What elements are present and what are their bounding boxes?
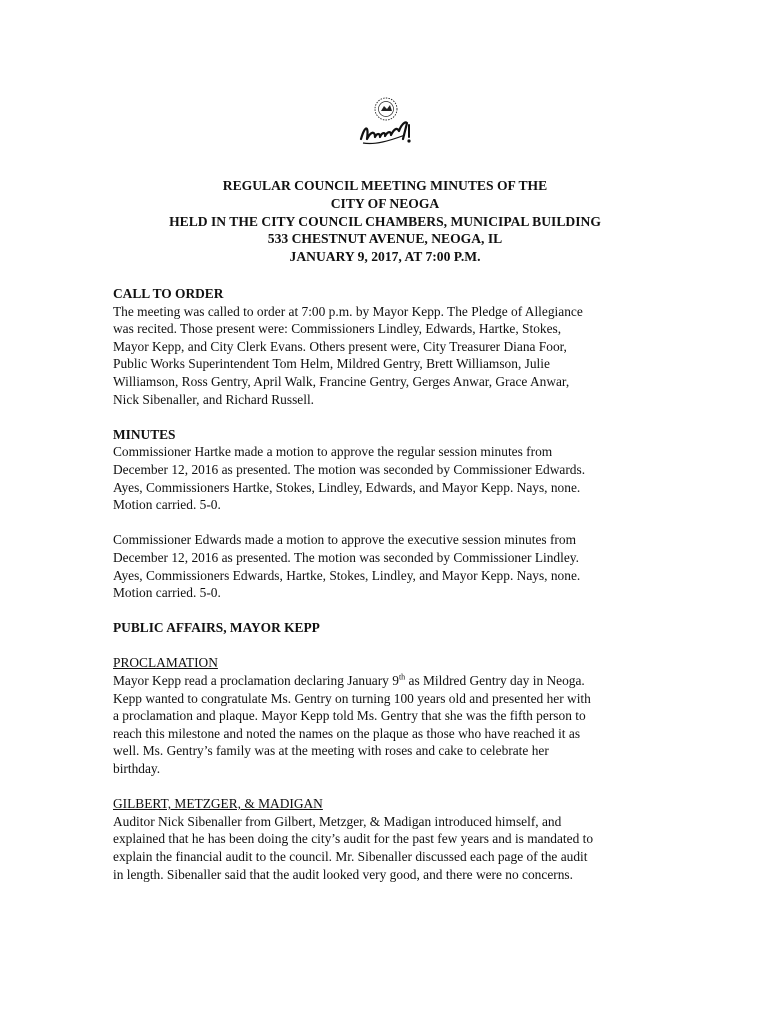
text-line: explained that he has been doing the city’s audit for the past few years and is mandated to: [113, 831, 594, 847]
text-line: Ayes, Commissioners Hartke, Stokes, Lindley, Edwards, and Mayor Kepp. Nays, none.: [113, 479, 581, 495]
text-line: Mayor Kepp, and City Clerk Evans. Others present were, City Treasurer Diana Foor,: [113, 338, 567, 354]
proclamation-paragraph: [113, 672, 673, 778]
city-seal-naturally-icon: [355, 95, 415, 155]
text-line: December 12, 2016 as presented. The motion was seconded by Commissioner Edwards.: [113, 461, 586, 477]
ordinal-superscript: th: [398, 672, 406, 682]
document-body: [113, 285, 673, 883]
text-fragment: Mayor Kepp read a proclamation declaring January 9: [113, 673, 399, 689]
proclamation-subheading: PROCLAMATION: [113, 655, 218, 671]
public-affairs-heading: PUBLIC AFFAIRS, MAYOR KEPP: [113, 620, 320, 636]
document-title: [80, 177, 690, 266]
text-line: Motion carried. 5-0.: [113, 585, 221, 601]
text-line: Ayes, Commissioners Edwards, Hartke, Stokes, Lindley, and Mayor Kepp. Nays, none.: [113, 567, 581, 583]
text-line: Commissioner Edwards made a motion to approve the executive session minutes from: [113, 532, 576, 548]
gilbert-subheading: GILBERT, METZGER, & MADIGAN: [113, 796, 323, 812]
text-fragment: as Mildred Gentry day in Neoga.: [405, 673, 585, 689]
text-line: in length. Sibenaller said that the audit looked very good, and there were no concerns.: [113, 866, 573, 882]
title-line: REGULAR COUNCIL MEETING MINUTES OF THE: [222, 178, 548, 193]
minutes-paragraph-regular: [113, 443, 673, 513]
title-line: 533 CHESTNUT AVENUE, NEOGA, IL: [267, 231, 503, 247]
city-seal-graphic: [355, 95, 415, 155]
text-line: Motion carried. 5-0.: [113, 497, 221, 513]
text-line: well. Ms. Gentry’s family was at the meeting with roses and cake to celebrate her: [113, 743, 549, 759]
text-line: reach this milestone and noted the names on the plaque as those who have reached it as: [113, 725, 581, 741]
text-line: Public Works Superintendent Tom Helm, Mildred Gentry, Brett Williamson, Julie: [113, 356, 550, 372]
text-line: Kepp wanted to congratulate Ms. Gentry on turning 100 years old and presented her with: [113, 690, 591, 706]
text-line: Williamson, Ross Gentry, April Walk, Francine Gentry, Gerges Anwar, Grace Anwar,: [113, 373, 570, 389]
call-to-order-paragraph: [113, 303, 673, 409]
text-line: was recited. Those present were: Commissioners Lindley, Edwards, Hartke, Stokes,: [113, 321, 562, 337]
call-to-order-heading: CALL TO ORDER: [113, 286, 224, 301]
text-line: [113, 672, 673, 690]
text-line: explain the financial audit to the council. Mr. Sibenaller discussed each page of the audit: [113, 849, 588, 864]
text-line: Nick Sibenaller, and Richard Russell.: [113, 391, 315, 407]
title-line: HELD IN THE CITY COUNCIL CHAMBERS, MUNICIPAL BUILDING: [169, 213, 601, 229]
text-line: The meeting was called to order at 7:00 p.m. by Mayor Kepp. The Pledge of Allegiance: [113, 303, 583, 319]
title-line: JANUARY 9, 2017, AT 7:00 P.M.: [289, 249, 481, 265]
minutes-paragraph-executive: [113, 531, 673, 601]
title-line: CITY OF NEOGA: [330, 195, 440, 211]
text-line: December 12, 2016 as presented. The motion was seconded by Commissioner Lindley.: [113, 549, 579, 565]
text-line: birthday.: [113, 761, 161, 777]
minutes-heading: MINUTES: [113, 426, 176, 442]
gilbert-paragraph: [113, 813, 673, 883]
text-line: Commissioner Hartke made a motion to approve the regular session minutes from: [113, 444, 553, 460]
text-line: a proclamation and plaque. Mayor Kepp told Ms. Gentry that she was the fifth person to: [113, 708, 586, 724]
text-line: Auditor Nick Sibenaller from Gilbert, Metzger, & Madigan introduced himself, and: [113, 813, 562, 829]
